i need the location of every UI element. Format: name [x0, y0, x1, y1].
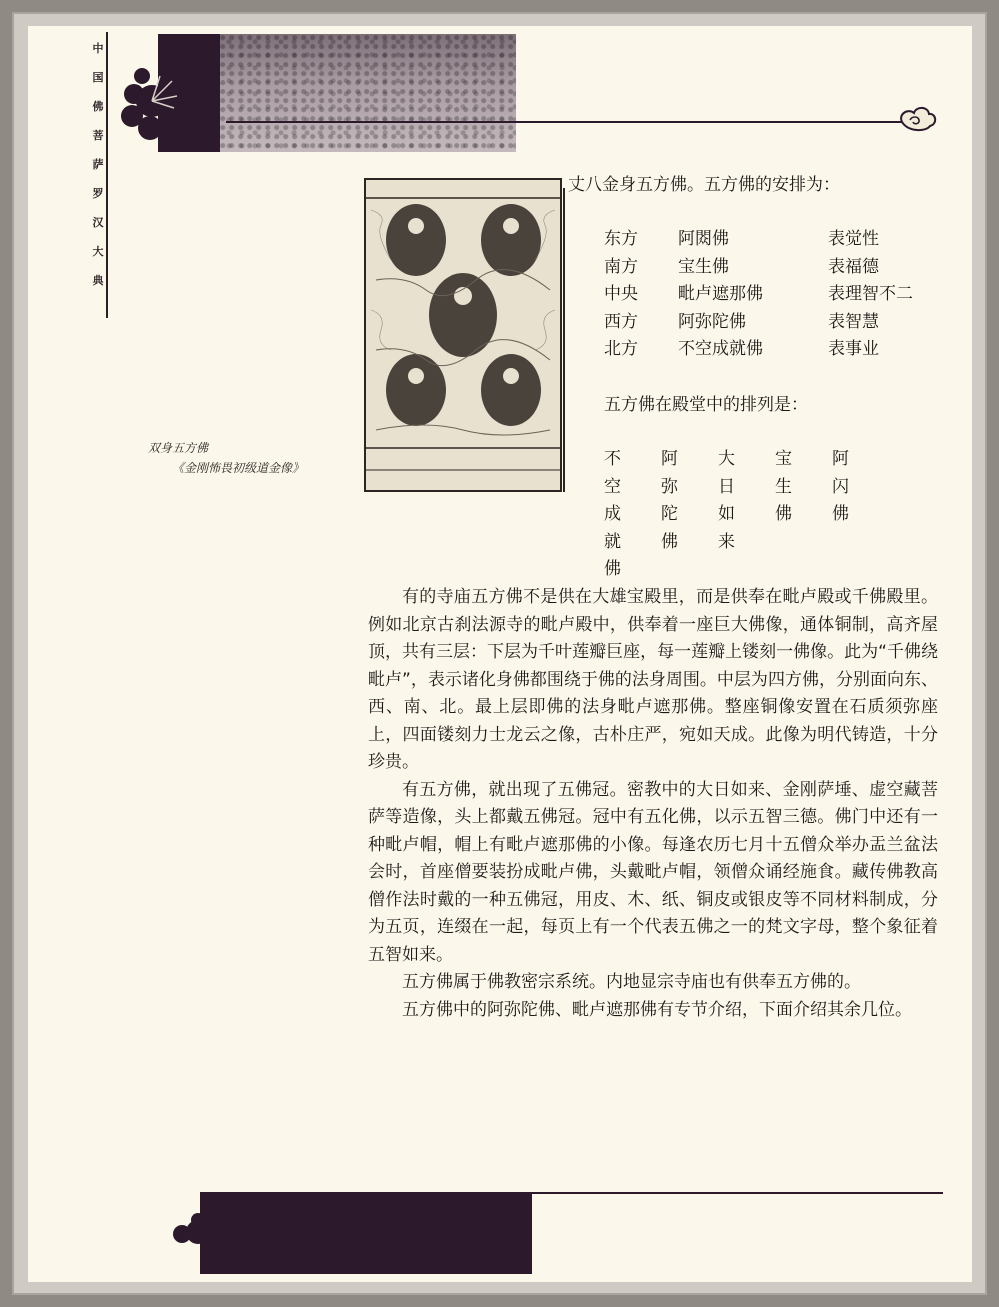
- table-row: 东方 阿閦佛 表觉性: [604, 229, 879, 249]
- cloud-ornament-icon: [896, 104, 938, 134]
- table-row: 西方 阿弥陀佛 表智慧: [604, 311, 879, 332]
- arrangement-column: 阿 弥 陀 佛: [661, 449, 678, 552]
- figure-caption-source: 《金刚怖畏初级道金像》: [172, 461, 305, 475]
- paragraph: 有的寺庙五方佛不是供在大雄宝殿里，而是供奉在毗卢殿或千佛殿里。例如北京古刹法源寺的毗卢殿中，供奉着一座巨大佛像，通体铜制，高齐屋顶，共有三层：下层为千叶莲瓣巨座，每一莲瓣上镂刻一佛像。此为“千佛绕毗卢”，表示诸化身佛都围绕于佛的法身周围。中层为四方佛，分别面向东、西、南、北。最上层即佛的法身毗卢遮那佛。整座铜像安置在石质须弥座上，四面镂刻力士龙云之像，古朴庄严，宛如天成。此像为明代铸造，十分珍贵。: [368, 587, 938, 772]
- arrangement-grid: [604, 446, 889, 584]
- arrangement-column: 大 日 如 来: [718, 449, 735, 552]
- figure-caption: [148, 438, 304, 478]
- intro-line: 丈八金身五方佛。五方佛的安排为：: [568, 175, 840, 195]
- arrangement-column: 宝 生 佛: [775, 449, 792, 524]
- paragraph: 五方佛中的阿弥陀佛、毗卢遮那佛有专节介绍，下面介绍其余几位。: [402, 999, 912, 1020]
- footer-dark-block: [200, 1194, 532, 1274]
- paragraph: 五方佛属于佛教密宗系统。内地显宗寺庙也有供奉五方佛的。: [402, 972, 861, 992]
- header-texture-block: [220, 34, 516, 152]
- side-book-title: 中 国 佛 菩 萨 罗 汉 大 典: [92, 42, 104, 287]
- figure-rule: [563, 188, 565, 492]
- figure-caption-title: 双身五方佛: [148, 441, 209, 455]
- arrangement-column: 不 空 成 就 佛: [604, 449, 621, 579]
- paragraph: 有五方佛，就出现了五佛冠。密教中的大日如来、金刚萨埵、虚空藏菩萨等造像，头上都戴五佛冠。冠中有五化佛，以示五智三德。佛门中还有一种毗卢帽，帽上有毗卢遮那佛的小像。每逢农历七月十五僧众举办盂兰盆法会时，首座僧要装扮成毗卢佛，头戴毗卢帽，领僧众诵经施食。藏传佛教高僧作法时戴的一种五佛冠，用皮、木、纸、铜皮或银皮等不同材料制成，分为五页，连缀在一起，每页上有一个代表五佛之一的梵文字母，整个象征着五智如来。: [368, 779, 938, 965]
- body-text: [368, 584, 938, 1024]
- directions-table: [604, 226, 913, 364]
- table-row: 南方 宝生佛 表福德: [604, 256, 879, 277]
- table-row: 中央 毗卢遮那佛 表理智不二: [604, 284, 913, 304]
- five-buddhas-print: [366, 180, 560, 490]
- arrangement-column: 阿 闪 佛: [832, 449, 849, 524]
- lotus-ornament-icon: [112, 56, 182, 146]
- table-row: 北方 不空成就佛 表事业: [604, 339, 879, 359]
- arrangement-title: 五方佛在殿堂中的排列是：: [604, 395, 808, 415]
- book-page: [28, 26, 972, 1282]
- side-rule: [106, 32, 108, 318]
- lotus-footer-icon: [168, 1212, 228, 1252]
- woodblock-illustration: [364, 178, 562, 492]
- header-rule: [226, 121, 906, 123]
